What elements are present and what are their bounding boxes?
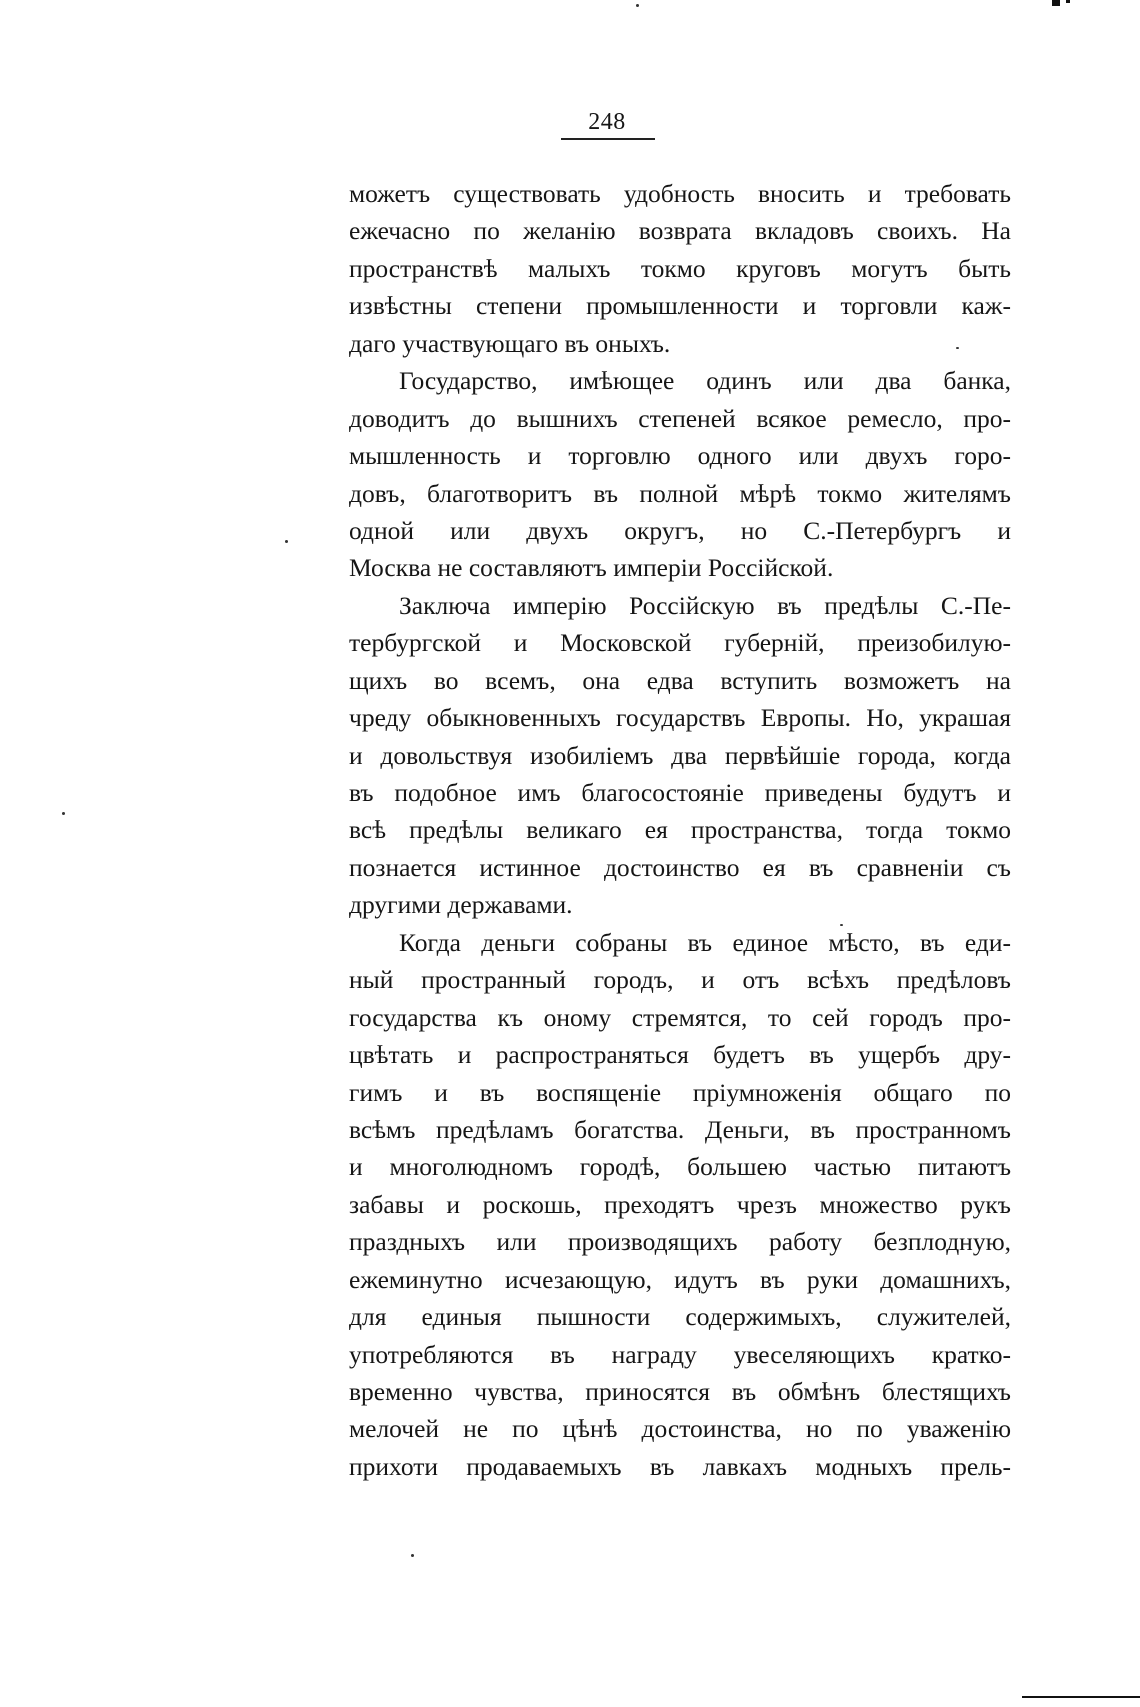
text-line: ный пространный городъ, и отъ всѣхъ предѣловъ [349,965,1011,995]
text-line: праздныхъ или производящихъ работу безплодную, [349,1227,1011,1257]
text-line: цвѣтать и распространяться будетъ въ ущербъ дру- [349,1040,1011,1070]
scan-speck [285,540,288,543]
scan-speck [956,347,959,349]
text-line: и многолюдномъ городѣ, большею частью питаютъ [349,1152,1011,1182]
text-line: даго участвующаго въ оныхъ. [349,328,671,358]
text-line: Москва не составляютъ имперіи Россійской. [349,553,834,583]
paragraph-first-line: Заключа имперію Россійскую въ предѣлы С.-Пе- [399,590,1011,620]
scan-speck [411,1554,414,1557]
text-line: ежеминутно исчезающую, идутъ въ руки домашнихъ, [349,1264,1011,1294]
text-line: познается истинное достоинство ея въ сравненіи съ [349,852,1011,882]
scan-edge-mark [1066,0,1070,3]
text-line: одной или двухъ округъ, но С.-Петербургъ и [349,515,1011,545]
text-line: всѣ предѣлы великаго ея пространства, тогда токмо [349,815,1011,845]
paragraph-first-line: Государство, имѣющее одинъ или два банка, [399,366,1011,396]
text-line: тербургской и Московской губерній, преизобилую- [349,628,1011,658]
text-line: мышленность и торговлю одного или двухъ горо- [349,441,1011,471]
text-line: извѣстны степени промышленности и торговли каж- [349,291,1011,321]
text-line: можетъ существовать удобность вносить и требовать [349,179,1011,208]
text-line: доводитъ до вышнихъ степеней всякое ремесло, про- [349,403,1011,433]
page-number-rule [561,138,655,140]
text-line: въ подобное имъ благосостояніе приведены будутъ и [349,778,1011,807]
body-text [349,175,1011,1485]
text-line: пространствѣ малыхъ токмо круговъ могутъ быть [349,253,1011,283]
text-line: чреду обыкновенныхъ государствъ Европы. Но, украшая [349,703,1011,733]
text-line: прихоти продаваемыхъ въ лавкахъ модныхъ прель- [349,1451,1011,1481]
text-line: забавы и роскошь, преходятъ чрезъ множество рукъ [349,1189,1011,1219]
scan-speck [62,812,65,815]
paragraph-first-line: Когда деньги собраны въ единое мѣсто, въ еди- [399,927,1011,957]
text-line: для единыя пышности содержимыхъ, служителей, [349,1302,1011,1332]
text-line: ежечасно по желанію возврата вкладовъ своихъ. На [349,216,1011,246]
scan-edge-mark [1022,1696,1140,1698]
text-line: мелочей не по цѣнѣ достоинства, но по уваженію [349,1414,1011,1444]
text-line: довъ, благотворитъ въ полной мѣрѣ токмо жителямъ [349,478,1011,508]
text-line: и довольствуя изобиліемъ два первѣйшіе города, когда [349,740,1011,770]
text-line: государства къ оному стремятся, то сей городъ про- [349,1002,1011,1032]
text-line: щихъ во всемъ, она едва вступить возможетъ на [349,665,1011,695]
text-line: всѣмъ предѣламъ богатства. Деньги, въ пространномъ [349,1114,1011,1144]
text-line: употребляются въ награду увеселяющихъ кратко- [349,1339,1011,1369]
page-number: 248 [588,109,626,135]
scan-speck [840,924,843,926]
scan-edge-mark [1052,0,1060,6]
text-line: гимъ и въ воспященіе пріумноженія общаго по [349,1077,1011,1107]
text-line: другими державами. [349,890,573,920]
scan-speck [636,4,639,7]
text-line: временно чувства, приносятся въ обмѣнъ блестящихъ [349,1377,1011,1406]
